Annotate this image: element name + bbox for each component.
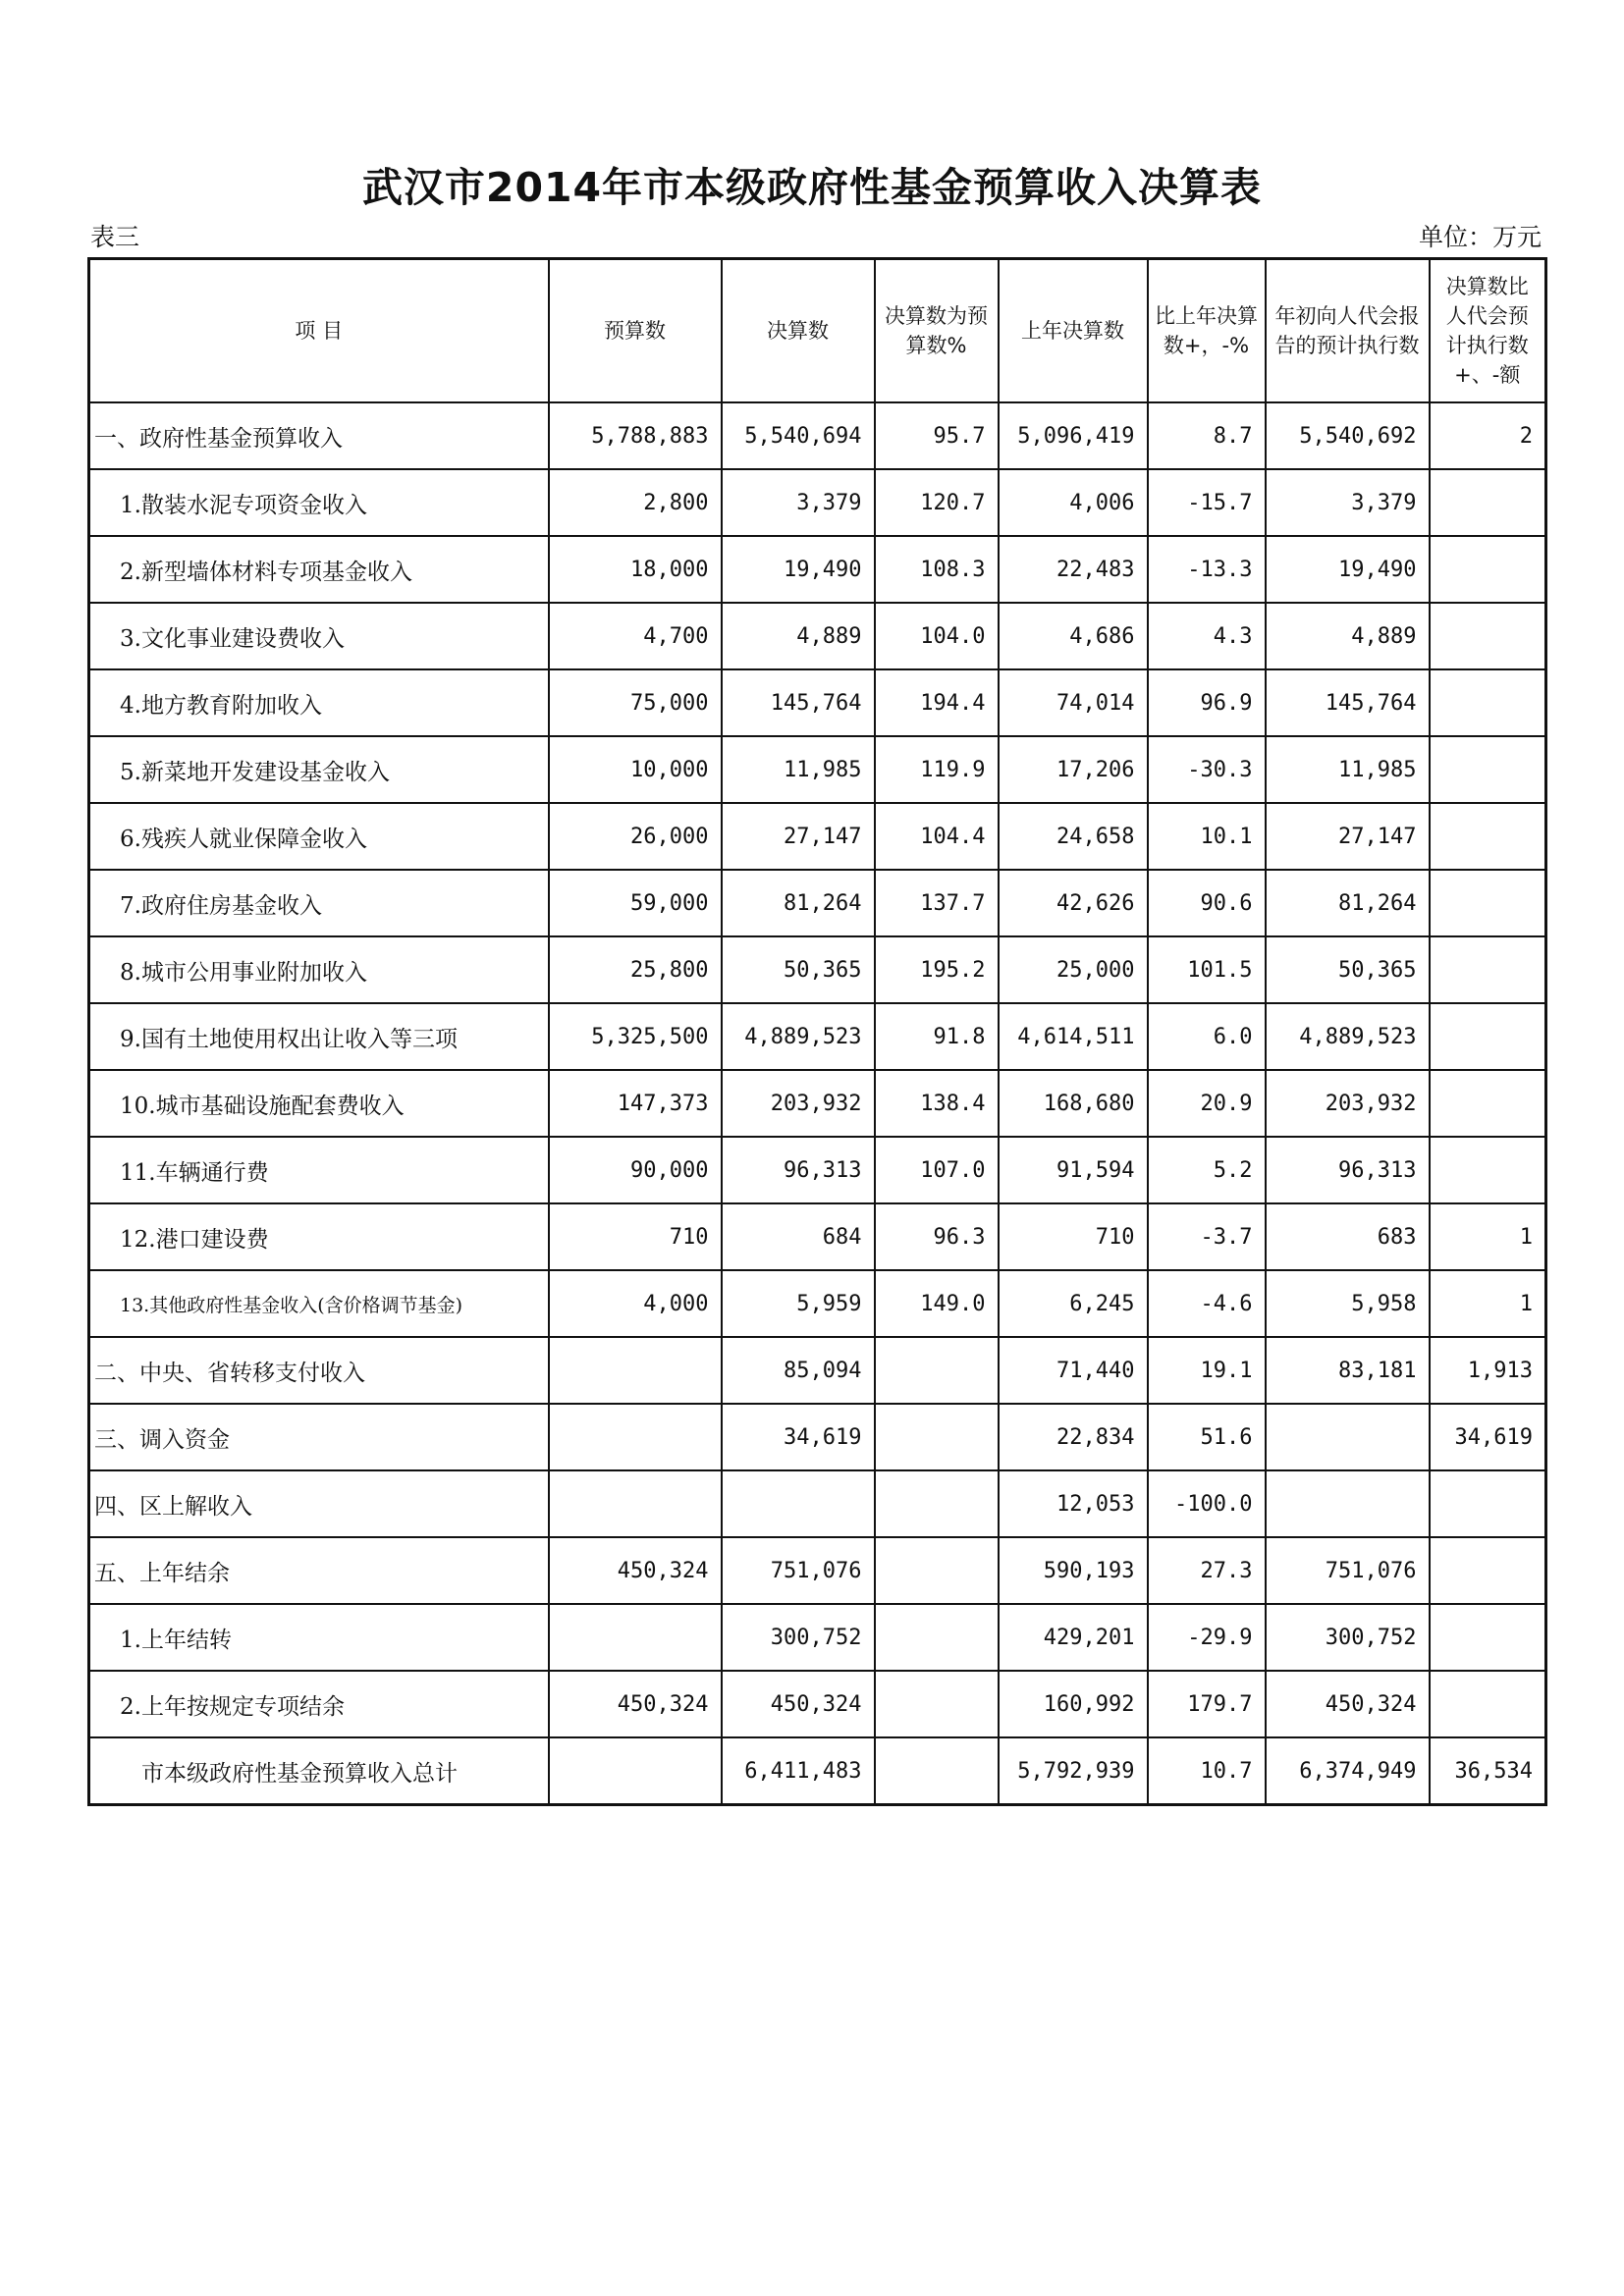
cell-npc-estimate [1266, 1470, 1430, 1537]
cell-final: 3,379 [722, 469, 875, 536]
cell-npc-estimate: 83,181 [1266, 1337, 1430, 1404]
cell-final-pct [875, 1737, 999, 1805]
table-row [89, 1337, 1546, 1404]
cell-npc-estimate: 6,374,949 [1266, 1737, 1430, 1805]
cell-npc-estimate: 96,313 [1266, 1137, 1430, 1203]
cell-last-year: 710 [999, 1203, 1148, 1270]
cell-yoy: 8.7 [1148, 402, 1266, 469]
cell-yoy: -4.6 [1148, 1270, 1266, 1337]
cell-budget: 59,000 [549, 870, 722, 936]
cell-npc-diff: 2 [1430, 402, 1546, 469]
cell-npc-estimate: 5,540,692 [1266, 402, 1430, 469]
cell-npc-estimate: 50,365 [1266, 936, 1430, 1003]
cell-yoy: 179.7 [1148, 1671, 1266, 1737]
cell-npc-diff: 34,619 [1430, 1404, 1546, 1470]
cell-npc-estimate: 5,958 [1266, 1270, 1430, 1337]
cell-npc-estimate: 19,490 [1266, 536, 1430, 603]
cell-item: 1.散装水泥专项资金收入 [89, 469, 549, 536]
cell-npc-diff: 1,913 [1430, 1337, 1546, 1404]
table-row [89, 536, 1546, 603]
cell-last-year: 4,686 [999, 603, 1148, 669]
cell-yoy: 5.2 [1148, 1137, 1266, 1203]
cell-final-pct: 107.0 [875, 1137, 999, 1203]
cell-item: 4.地方教育附加收入 [89, 669, 549, 736]
table-row [89, 603, 1546, 669]
cell-final: 203,932 [722, 1070, 875, 1137]
cell-yoy: 20.9 [1148, 1070, 1266, 1137]
cell-budget [549, 1470, 722, 1537]
cell-item: 12.港口建设费 [89, 1203, 549, 1270]
page-title: 武汉市2014年市本级政府性基金预算收入决算表 [361, 164, 1263, 211]
cell-budget: 75,000 [549, 669, 722, 736]
cell-final-pct: 119.9 [875, 736, 999, 803]
cell-item: 1.上年结转 [89, 1604, 549, 1671]
unit-label: 单位：万元 [1418, 223, 1542, 251]
cell-item: 10.城市基础设施配套费收入 [89, 1070, 549, 1137]
cell-final: 50,365 [722, 936, 875, 1003]
cell-final-pct [875, 1470, 999, 1537]
header-npc-estimate: 年初向人代会报告的预计执行数 [1266, 259, 1430, 403]
cell-npc-estimate: 751,076 [1266, 1537, 1430, 1604]
header-yoy: 比上年决算数+，-% [1148, 259, 1266, 403]
cell-yoy: 90.6 [1148, 870, 1266, 936]
cell-npc-diff: 1 [1430, 1270, 1546, 1337]
cell-final-pct: 149.0 [875, 1270, 999, 1337]
cell-npc-diff [1430, 936, 1546, 1003]
table-row [89, 1604, 1546, 1671]
cell-npc-estimate: 683 [1266, 1203, 1430, 1270]
cell-final-pct [875, 1404, 999, 1470]
cell-final: 4,889 [722, 603, 875, 669]
cell-budget: 2,800 [549, 469, 722, 536]
cell-final-pct: 120.7 [875, 469, 999, 536]
cell-npc-diff [1430, 1671, 1546, 1737]
cell-yoy: 51.6 [1148, 1404, 1266, 1470]
header-final: 决算数 [722, 259, 875, 403]
cell-yoy: 6.0 [1148, 1003, 1266, 1070]
cell-item: 6.残疾人就业保障金收入 [89, 803, 549, 870]
cell-final: 96,313 [722, 1137, 875, 1203]
cell-last-year: 24,658 [999, 803, 1148, 870]
cell-yoy: 10.1 [1148, 803, 1266, 870]
cell-npc-diff [1430, 1137, 1546, 1203]
cell-last-year: 12,053 [999, 1470, 1148, 1537]
table-row [89, 469, 1546, 536]
cell-yoy: -15.7 [1148, 469, 1266, 536]
cell-yoy: 10.7 [1148, 1737, 1266, 1805]
cell-final-pct: 95.7 [875, 402, 999, 469]
cell-last-year: 429,201 [999, 1604, 1148, 1671]
header-row [89, 259, 1546, 403]
cell-npc-diff [1430, 803, 1546, 870]
cell-last-year: 17,206 [999, 736, 1148, 803]
table-row [89, 1070, 1546, 1137]
cell-yoy: -100.0 [1148, 1470, 1266, 1537]
cell-final: 300,752 [722, 1604, 875, 1671]
table-row [89, 870, 1546, 936]
cell-final-pct: 194.4 [875, 669, 999, 736]
table-row [89, 1737, 1546, 1805]
cell-npc-diff [1430, 1537, 1546, 1604]
cell-final: 4,889,523 [722, 1003, 875, 1070]
cell-final: 5,540,694 [722, 402, 875, 469]
cell-final: 145,764 [722, 669, 875, 736]
cell-npc-estimate: 4,889,523 [1266, 1003, 1430, 1070]
cell-yoy: 4.3 [1148, 603, 1266, 669]
header-last-year: 上年决算数 [999, 259, 1148, 403]
cell-final-pct: 104.4 [875, 803, 999, 870]
cell-budget: 4,000 [549, 1270, 722, 1337]
cell-npc-diff [1430, 1470, 1546, 1537]
table-row [89, 669, 1546, 736]
cell-budget: 450,324 [549, 1671, 722, 1737]
cell-last-year: 6,245 [999, 1270, 1148, 1337]
cell-yoy: 19.1 [1148, 1337, 1266, 1404]
cell-budget: 147,373 [549, 1070, 722, 1137]
cell-final-pct [875, 1604, 999, 1671]
cell-yoy: -13.3 [1148, 536, 1266, 603]
table-row [89, 1470, 1546, 1537]
cell-yoy: -3.7 [1148, 1203, 1266, 1270]
cell-last-year: 5,792,939 [999, 1737, 1148, 1805]
table-row [89, 1537, 1546, 1604]
cell-final-pct: 195.2 [875, 936, 999, 1003]
cell-final-pct: 137.7 [875, 870, 999, 936]
cell-final: 81,264 [722, 870, 875, 936]
cell-final: 5,959 [722, 1270, 875, 1337]
cell-last-year: 22,483 [999, 536, 1148, 603]
cell-item: 2.新型墙体材料专项基金收入 [89, 536, 549, 603]
cell-budget: 4,700 [549, 603, 722, 669]
cell-final [722, 1470, 875, 1537]
cell-item: 7.政府住房基金收入 [89, 870, 549, 936]
table-row [89, 1137, 1546, 1203]
cell-npc-diff: 36,534 [1430, 1737, 1546, 1805]
cell-last-year: 42,626 [999, 870, 1148, 936]
cell-npc-diff [1430, 1070, 1546, 1137]
table-row [89, 1203, 1546, 1270]
cell-npc-estimate: 145,764 [1266, 669, 1430, 736]
cell-item: 13.其他政府性基金收入(含价格调节基金) [89, 1270, 549, 1337]
cell-final-pct: 104.0 [875, 603, 999, 669]
cell-last-year: 160,992 [999, 1671, 1148, 1737]
cell-budget: 450,324 [549, 1537, 722, 1604]
table-row [89, 736, 1546, 803]
cell-item: 2.上年按规定专项结余 [89, 1671, 549, 1737]
cell-final-pct [875, 1337, 999, 1404]
header-npc-diff: 决算数比人代会预计执行数+、-额 [1430, 259, 1546, 403]
table-row [89, 1404, 1546, 1470]
cell-final-pct [875, 1537, 999, 1604]
cell-npc-estimate: 3,379 [1266, 469, 1430, 536]
cell-npc-estimate: 203,932 [1266, 1070, 1430, 1137]
cell-item: 9.国有土地使用权出让收入等三项 [89, 1003, 549, 1070]
cell-final: 751,076 [722, 1537, 875, 1604]
cell-npc-diff [1430, 603, 1546, 669]
table-row [89, 402, 1546, 469]
cell-yoy: 101.5 [1148, 936, 1266, 1003]
table-row [89, 936, 1546, 1003]
table-row [89, 1671, 1546, 1737]
cell-final: 450,324 [722, 1671, 875, 1737]
cell-npc-diff [1430, 1604, 1546, 1671]
cell-last-year: 4,614,511 [999, 1003, 1148, 1070]
cell-last-year: 168,680 [999, 1070, 1148, 1137]
cell-last-year: 590,193 [999, 1537, 1148, 1604]
cell-npc-diff [1430, 469, 1546, 536]
cell-last-year: 4,006 [999, 469, 1148, 536]
cell-item: 五、上年结余 [89, 1537, 549, 1604]
header-item: 项 目 [89, 259, 549, 403]
cell-npc-estimate: 27,147 [1266, 803, 1430, 870]
cell-item: 3.文化事业建设费收入 [89, 603, 549, 669]
cell-final: 6,411,483 [722, 1737, 875, 1805]
cell-budget: 18,000 [549, 536, 722, 603]
cell-final-pct: 91.8 [875, 1003, 999, 1070]
cell-npc-estimate: 81,264 [1266, 870, 1430, 936]
cell-npc-estimate: 11,985 [1266, 736, 1430, 803]
cell-npc-diff [1430, 536, 1546, 603]
cell-item: 二、中央、省转移支付收入 [89, 1337, 549, 1404]
cell-item: 11.车辆通行费 [89, 1137, 549, 1203]
cell-last-year: 25,000 [999, 936, 1148, 1003]
cell-budget: 10,000 [549, 736, 722, 803]
cell-final: 85,094 [722, 1337, 875, 1404]
cell-item: 8.城市公用事业附加收入 [89, 936, 549, 1003]
cell-final: 34,619 [722, 1404, 875, 1470]
cell-item: 三、调入资金 [89, 1404, 549, 1470]
cell-npc-estimate: 450,324 [1266, 1671, 1430, 1737]
cell-final: 19,490 [722, 536, 875, 603]
cell-final-pct: 96.3 [875, 1203, 999, 1270]
cell-item: 一、政府性基金预算收入 [89, 402, 549, 469]
cell-last-year: 22,834 [999, 1404, 1148, 1470]
cell-npc-diff [1430, 870, 1546, 936]
cell-item: 5.新菜地开发建设基金收入 [89, 736, 549, 803]
cell-yoy: -29.9 [1148, 1604, 1266, 1671]
cell-final-pct: 108.3 [875, 536, 999, 603]
cell-npc-diff [1430, 669, 1546, 736]
cell-budget: 5,325,500 [549, 1003, 722, 1070]
cell-final-pct [875, 1671, 999, 1737]
cell-last-year: 71,440 [999, 1337, 1148, 1404]
cell-budget: 26,000 [549, 803, 722, 870]
cell-last-year: 5,096,419 [999, 402, 1148, 469]
cell-budget [549, 1337, 722, 1404]
table-row [89, 1270, 1546, 1337]
cell-budget: 710 [549, 1203, 722, 1270]
cell-npc-estimate: 300,752 [1266, 1604, 1430, 1671]
header-final-pct: 决算数为预算数% [875, 259, 999, 403]
cell-budget [549, 1404, 722, 1470]
cell-final: 684 [722, 1203, 875, 1270]
cell-yoy: -30.3 [1148, 736, 1266, 803]
cell-budget: 25,800 [549, 936, 722, 1003]
cell-item: 四、区上解收入 [89, 1470, 549, 1537]
budget-table [87, 257, 1547, 1806]
cell-npc-estimate [1266, 1404, 1430, 1470]
cell-budget [549, 1737, 722, 1805]
cell-yoy: 96.9 [1148, 669, 1266, 736]
table-row [89, 803, 1546, 870]
cell-final: 11,985 [722, 736, 875, 803]
cell-final: 27,147 [722, 803, 875, 870]
cell-npc-diff [1430, 1003, 1546, 1070]
table-number: 表三 [90, 223, 140, 251]
cell-npc-diff: 1 [1430, 1203, 1546, 1270]
cell-final-pct: 138.4 [875, 1070, 999, 1137]
cell-npc-estimate: 4,889 [1266, 603, 1430, 669]
table-row [89, 1003, 1546, 1070]
header-budget: 预算数 [549, 259, 722, 403]
cell-budget [549, 1604, 722, 1671]
cell-last-year: 91,594 [999, 1137, 1148, 1203]
cell-budget: 90,000 [549, 1137, 722, 1203]
cell-npc-diff [1430, 736, 1546, 803]
cell-yoy: 27.3 [1148, 1537, 1266, 1604]
cell-budget: 5,788,883 [549, 402, 722, 469]
cell-item: 市本级政府性基金预算收入总计 [89, 1737, 549, 1805]
cell-last-year: 74,014 [999, 669, 1148, 736]
